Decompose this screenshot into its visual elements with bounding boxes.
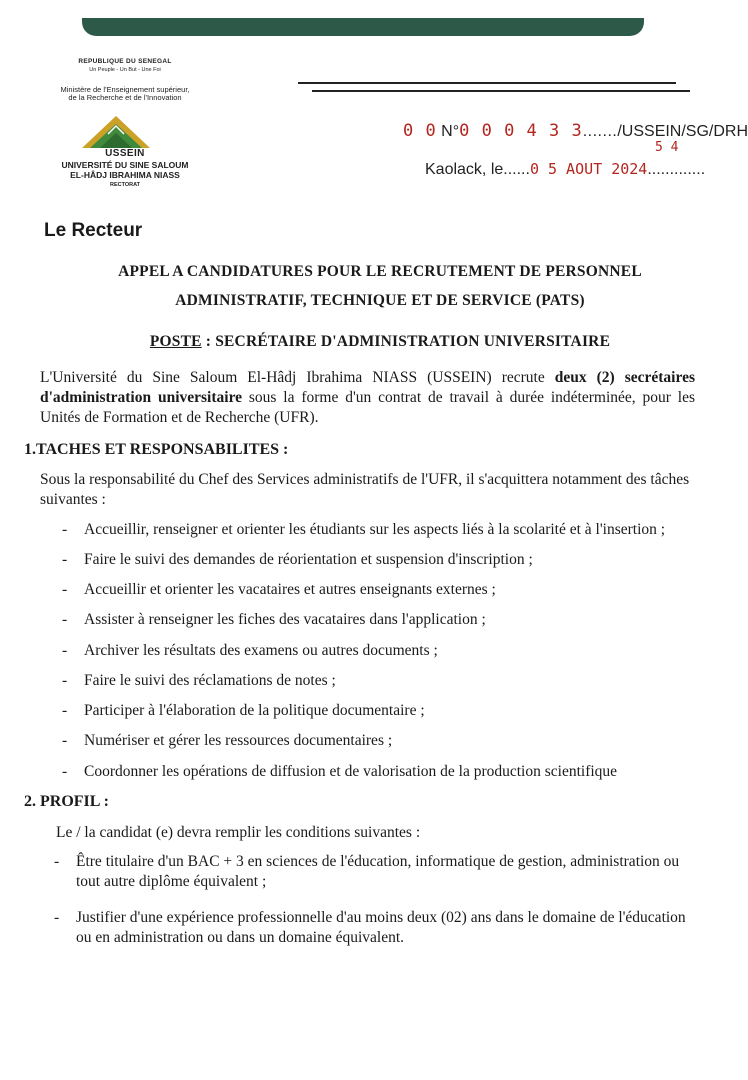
bullet-dash: - <box>54 909 60 926</box>
bullet-dash: - <box>62 581 68 598</box>
signatory-title: Le Recteur <box>44 220 143 241</box>
intro-text-1: L'Université du Sine Saloum El-Hâdj Ibrahima NIASS (USSEIN) recrute <box>40 369 555 386</box>
list-item: Archiver les résultats des examens ou autres documents ; <box>84 642 438 659</box>
city-label: Kaolack, le <box>425 161 504 178</box>
handwritten-date: 0 5 AOUT 2024 <box>529 160 648 178</box>
bullet-dash: - <box>54 853 60 870</box>
list-item: Participer à l'élaboration de la politique documentaire ; <box>84 702 425 719</box>
list-item: Justifier d'une expérience professionnelle d'au moins deux (02) ans dans le domaine de l'éducation ou en administration ou dans un domaine équivalent. <box>76 909 686 946</box>
document-title-line-1: APPEL A CANDIDATURES POUR LE RECRUTEMENT DE PERSONNEL <box>118 263 642 280</box>
university-line-2: EL-HÂDJ IBRAHIMA NIASS <box>70 170 180 180</box>
number-label: N° <box>441 123 460 140</box>
bullet-dash: - <box>62 763 68 780</box>
stamp-prefix: 0 0 <box>403 121 437 141</box>
rectorat-label: RECTORAT <box>109 182 141 188</box>
poste-label: POSTE <box>149 333 202 350</box>
bullet-dash: - <box>62 642 68 659</box>
intro-paragraph <box>40 368 695 428</box>
republique-label: REPUBLIQUE DU SENEGAL <box>78 58 172 65</box>
section-2-intro: Le / la candidat (e) devra remplir les conditions suivantes : <box>56 824 421 841</box>
intro-bold: deux (2) secrétaires d'administration universitaire <box>40 369 695 406</box>
divider-line-2 <box>312 90 690 92</box>
bullet-dash: - <box>62 672 68 689</box>
poste-value: : SECRÉTAIRE D'ADMINISTRATION UNIVERSITAIRE <box>201 333 611 350</box>
divider-line-1 <box>298 82 676 84</box>
section-1-title: 1.TACHES ET RESPONSABILITES : <box>24 441 289 458</box>
document-title-line-2: ADMINISTRATIF, TECHNIQUE ET DE SERVICE (PATS) <box>175 292 585 309</box>
reference-suffix: /USSEIN/SG/DRH <box>617 123 748 140</box>
handwritten-note: 5 4 <box>655 140 679 155</box>
section-2-title: 2. PROFIL : <box>24 793 109 810</box>
list-item: Faire le suivi des demandes de réorientation et suspension d'inscription ; <box>84 551 533 568</box>
ministry-line-1: Ministère de l'Enseignement supérieur, <box>60 85 190 94</box>
reference-number: 0 0 N°0 0 0 4 3 3......./USSEIN/SG/DRH <box>403 121 748 141</box>
list-item: Assister à renseigner les fiches des vacataires dans l'application ; <box>84 611 486 628</box>
university-line-1: UNIVERSITÉ DU SINE SALOUM <box>61 160 189 170</box>
bullet-dash: - <box>62 732 68 749</box>
bullet-dash: - <box>62 551 68 568</box>
ministry-line-2: de la Recherche et de l'Innovation <box>68 93 182 102</box>
bullet-dash: - <box>62 611 68 628</box>
list-item: Accueillir, renseigner et orienter les étudiants sur les aspects liés à la scolarité et à l'insertion ; <box>84 521 666 538</box>
list-item: Numériser et gérer les ressources documentaires ; <box>84 732 393 749</box>
ussein-logo-text: USSEIN <box>105 148 145 159</box>
list-item: Accueillir et orienter les vacataires et autres enseignants externes ; <box>84 581 496 598</box>
header-bar <box>82 18 644 36</box>
section-1-intro: Sous la responsabilité du Chef des Services administratifs de l'UFR, il s'acquittera notamment des tâches suivantes : <box>40 471 690 508</box>
ministry-label <box>30 86 220 102</box>
bullet-dash: - <box>62 521 68 538</box>
poste-heading <box>60 333 700 351</box>
list-item: Être titulaire d'un BAC + 3 en sciences de l'éducation, informatique de gestion, administration ou tout autre diplôme équivalent ; <box>76 853 680 890</box>
bullet-dash: - <box>62 702 68 719</box>
university-name <box>30 160 220 180</box>
handwritten-number: 0 0 0 4 3 3 <box>459 121 583 141</box>
intro-text-2: sous la forme d'un contrat de travail à durée indéterminée, pour les Unités de Formation et de Recherche (UFR). <box>40 389 695 426</box>
city-date: Kaolack, le......0 5 AOUT 2024............. <box>425 160 706 178</box>
list-item: Faire le suivi des réclamations de notes ; <box>84 672 336 689</box>
list-item: Coordonner les opérations de diffusion et de valorisation de la production scientifique <box>84 763 618 780</box>
national-motto: Un Peuple - Un But - Une Foi <box>89 67 161 73</box>
